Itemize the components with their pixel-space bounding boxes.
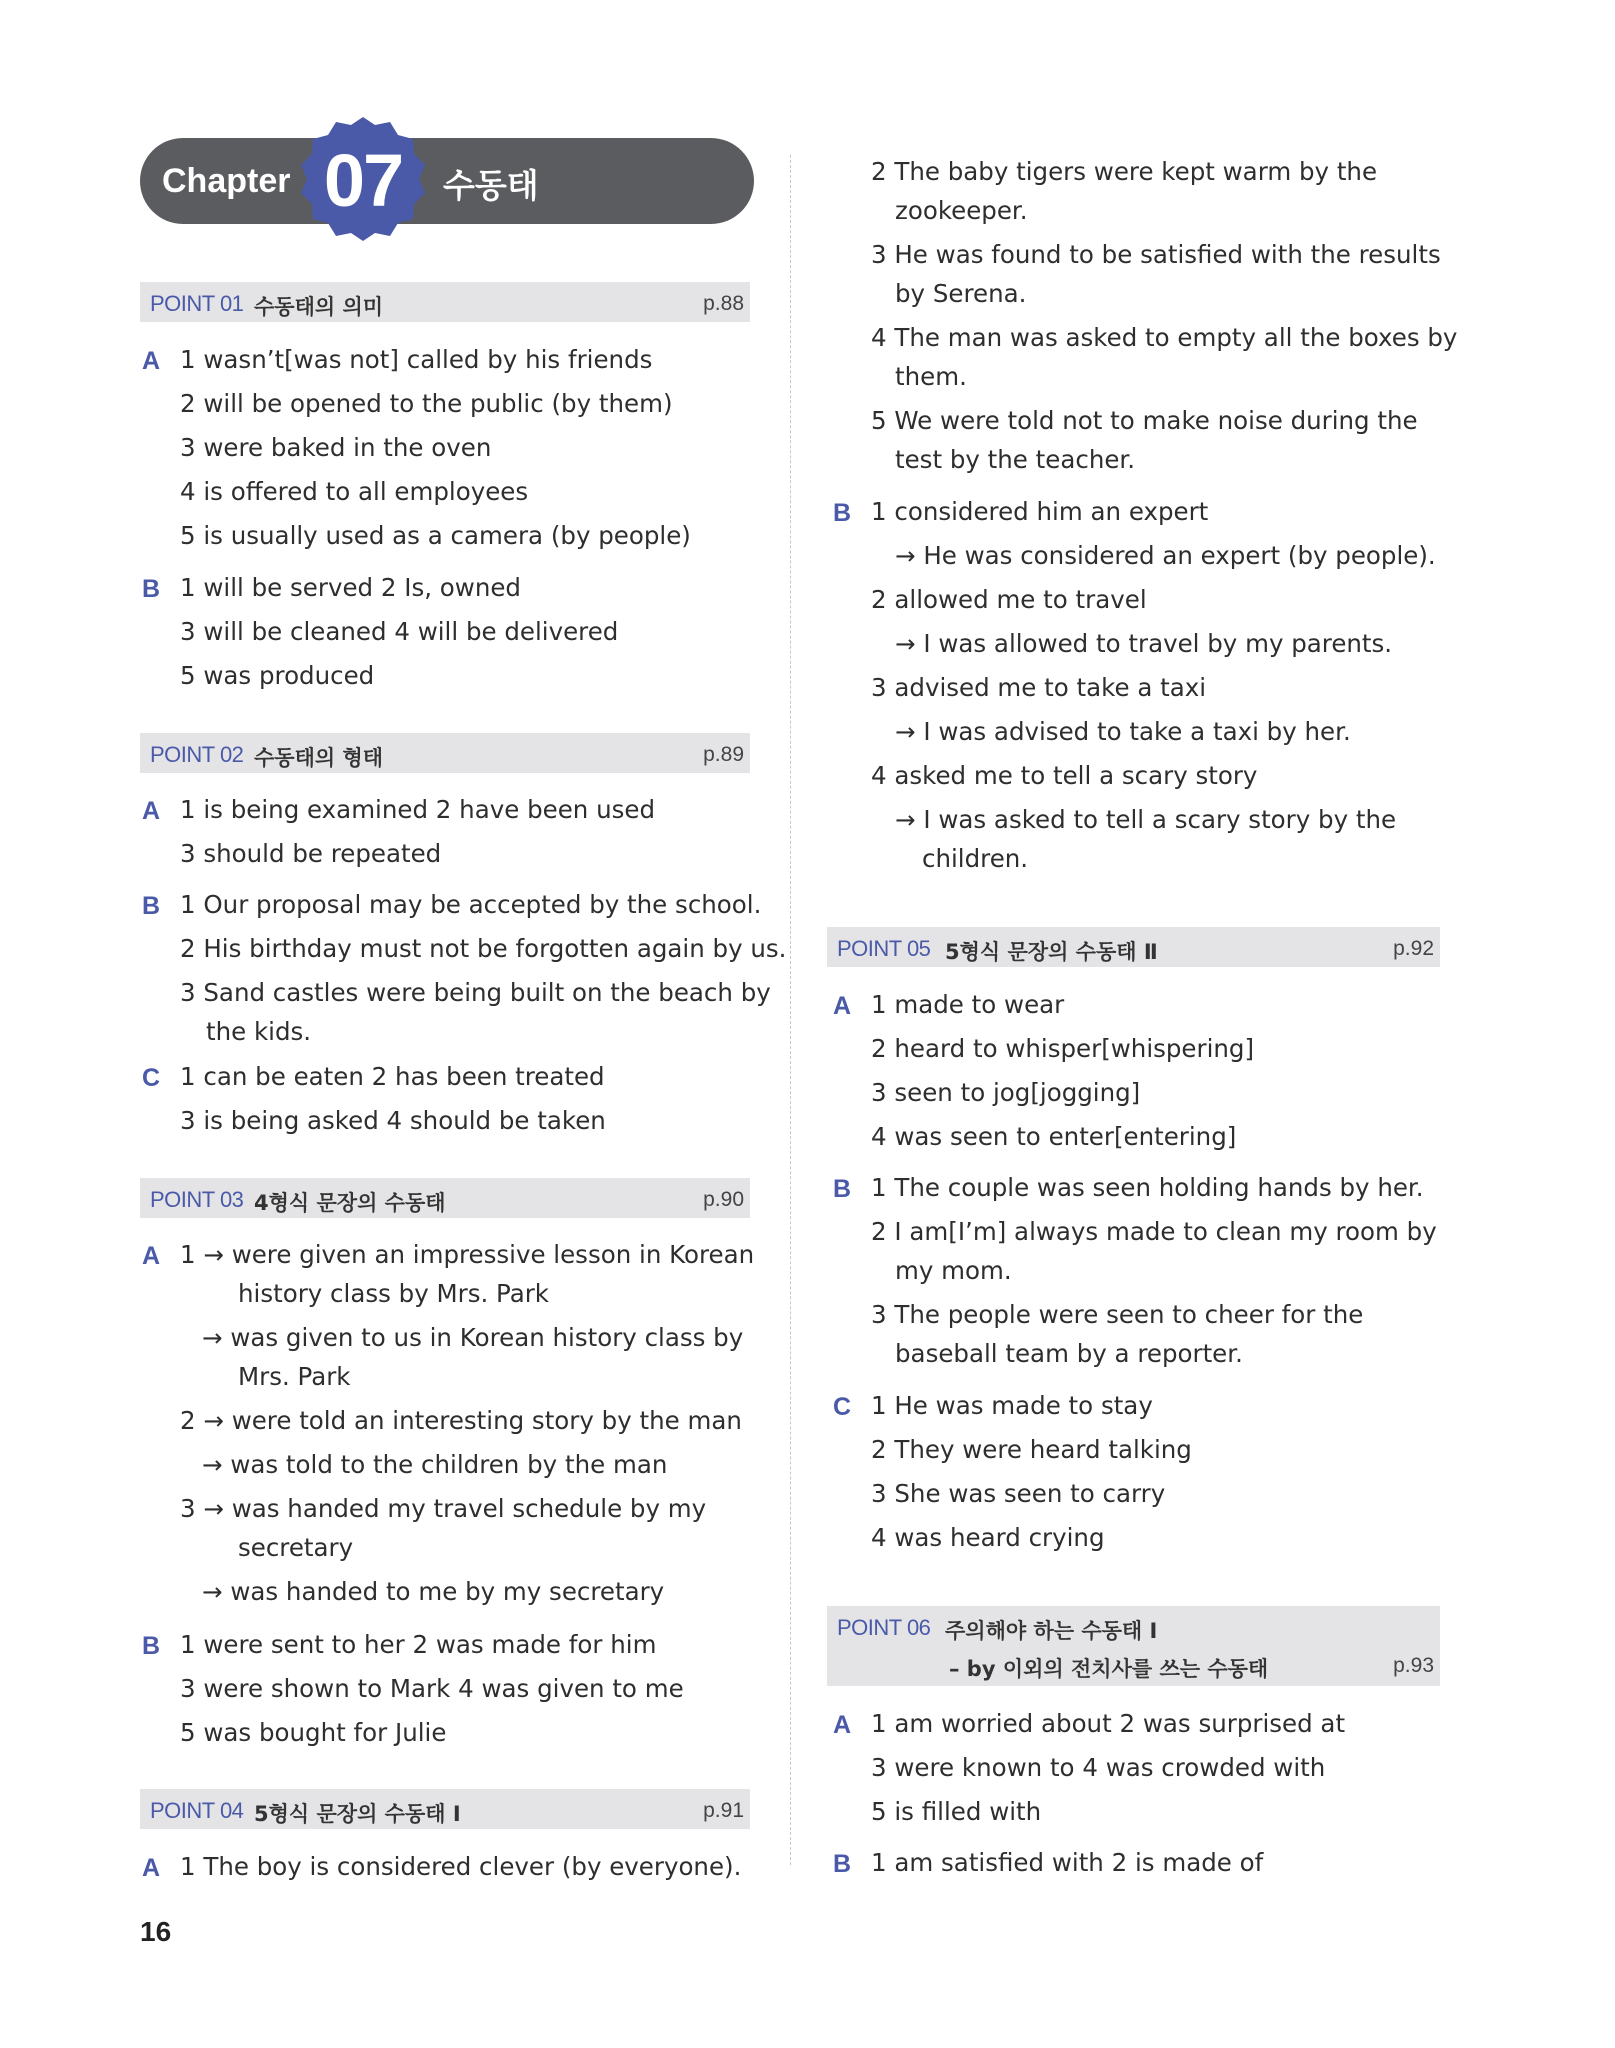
chapter-number: 07 xyxy=(323,139,403,222)
section-letter: C xyxy=(833,1393,852,1421)
answer-line: 2 heard to whisper[whispering] xyxy=(871,1034,1255,1063)
point-title: 수동태의 형태 xyxy=(254,746,384,770)
point-title: 주의해야 하는 수동태 Ⅰ xyxy=(945,1619,1158,1643)
answer-line: 3 were known to 4 was crowded with xyxy=(871,1753,1326,1782)
answer-line: 1 The couple was seen holding hands by her. xyxy=(871,1173,1424,1202)
point-02-header xyxy=(140,733,750,773)
answer-line: 5 We were told not to make noise during the xyxy=(871,406,1418,435)
section-letter: B xyxy=(833,1850,852,1878)
answer-line: 1 am worried about 2 was surprised at xyxy=(871,1709,1346,1738)
answer-line: the kids. xyxy=(206,1017,312,1046)
answer-line: 2 I am[I’m] always made to clean my room by xyxy=(871,1217,1437,1246)
answer-line: 3 were baked in the oven xyxy=(180,433,492,462)
answer-line: zookeeper. xyxy=(895,196,1028,225)
answer-line: 4 is offered to all employees xyxy=(180,477,529,506)
answer-line: Mrs. Park xyxy=(238,1362,351,1391)
section-letter: A xyxy=(833,992,852,1020)
section-letter: B xyxy=(142,1632,161,1660)
point-page: p.93 xyxy=(1393,1654,1434,1677)
answer-line: 2 allowed me to travel xyxy=(871,585,1147,614)
answer-line: 2 His birthday must not be forgotten again by us. xyxy=(180,934,787,963)
answer-line: 1 is being examined 2 have been used xyxy=(180,795,656,824)
section-letter: A xyxy=(142,797,161,825)
answer-line: history class by Mrs. Park xyxy=(238,1279,549,1308)
section-letter: C xyxy=(142,1064,161,1092)
answer-line: 1 will be served 2 Is, owned xyxy=(180,573,521,602)
answer-line: by Serena. xyxy=(895,279,1027,308)
page-number: 16 xyxy=(140,1916,172,1947)
answer-line: 3 She was seen to carry xyxy=(871,1479,1166,1508)
answer-line: 4 The man was asked to empty all the boxes by xyxy=(871,323,1458,352)
point-title: 5형식 문장의 수동태 Ⅱ xyxy=(945,940,1158,964)
answer-line: 3 The people were seen to cheer for the xyxy=(871,1300,1364,1329)
answer-line: 2 → were told an interesting story by the man xyxy=(180,1406,742,1435)
section-letter: A xyxy=(142,347,161,375)
answer-line: 3 → was handed my travel schedule by my xyxy=(180,1494,707,1523)
answer-line: → I was advised to take a taxi by her. xyxy=(895,717,1351,746)
section-letter: A xyxy=(142,1242,161,1270)
point-page: p.91 xyxy=(703,1799,744,1822)
answer-line: 2 They were heard talking xyxy=(871,1435,1192,1464)
answer-line: 1 → were given an impressive lesson in Korean xyxy=(180,1240,755,1269)
answer-line: 1 wasn’t[was not] called by his friends xyxy=(180,345,653,374)
answer-line: 3 is being asked 4 should be taken xyxy=(180,1106,606,1135)
answer-line: 3 will be cleaned 4 will be delivered xyxy=(180,617,619,646)
section-letter: B xyxy=(833,1175,852,1203)
answer-line: 2 will be opened to the public (by them) xyxy=(180,389,673,418)
answer-line: 1 were sent to her 2 was made for him xyxy=(180,1630,657,1659)
point-03-header xyxy=(140,1178,750,1218)
answer-line: → I was asked to tell a scary story by the xyxy=(895,805,1397,834)
answer-line: secretary xyxy=(238,1533,354,1562)
point-tag: POINT 04 xyxy=(150,1798,244,1823)
point-title: 5형식 문장의 수동태 Ⅰ xyxy=(254,1802,461,1826)
point-04-header xyxy=(140,1789,750,1829)
section-letter: A xyxy=(833,1711,852,1739)
point-tag: POINT 03 xyxy=(150,1187,244,1212)
answer-line: 1 Our proposal may be accepted by the school. xyxy=(180,890,762,919)
answer-line: 3 were shown to Mark 4 was given to me xyxy=(180,1674,684,1703)
section-letter: B xyxy=(142,892,161,920)
answer-line: → He was considered an expert (by people). xyxy=(895,541,1436,570)
answer-line: → I was allowed to travel by my parents. xyxy=(895,629,1393,658)
column-divider xyxy=(790,155,791,1865)
chapter-banner xyxy=(140,138,754,224)
point-page: p.89 xyxy=(703,743,744,766)
chapter-title: 수동태 xyxy=(443,166,539,205)
answer-line: baseball team by a reporter. xyxy=(895,1339,1243,1368)
point-tag: POINT 02 xyxy=(150,742,244,767)
answer-line: 1 The boy is considered clever (by everyone). xyxy=(180,1852,742,1881)
point-05-header xyxy=(827,927,1440,967)
answer-line: 3 should be repeated xyxy=(180,839,442,868)
point-page: p.90 xyxy=(703,1188,744,1211)
answer-line: 1 am satisfied with 2 is made of xyxy=(871,1848,1264,1877)
answer-line: 1 He was made to stay xyxy=(871,1391,1153,1420)
point-title: 수동태의 의미 xyxy=(254,295,384,319)
point-tag: POINT 01 xyxy=(150,291,244,316)
chapter-number-badge xyxy=(297,113,429,245)
answer-line: 3 Sand castles were being built on the beach by xyxy=(180,978,771,1007)
section-letter: A xyxy=(142,1854,161,1882)
chapter-label: Chapter xyxy=(162,162,291,200)
answer-line: 4 was seen to enter[entering] xyxy=(871,1122,1237,1151)
answer-line: them. xyxy=(895,362,967,391)
answer-line: 1 made to wear xyxy=(871,990,1065,1019)
answer-line: 5 is usually used as a camera (by people) xyxy=(180,521,691,550)
answer-line: 5 was produced xyxy=(180,661,375,690)
answer-line: 4 was heard crying xyxy=(871,1523,1105,1552)
answer-line: test by the teacher. xyxy=(895,445,1136,474)
point-01-header xyxy=(140,282,750,322)
point-tag: POINT 05 xyxy=(837,936,931,961)
point-title: 4형식 문장의 수동태 xyxy=(254,1191,446,1215)
answer-line: 4 asked me to tell a scary story xyxy=(871,761,1258,790)
answer-line: 1 can be eaten 2 has been treated xyxy=(180,1062,605,1091)
answer-line: 3 seen to jog[jogging] xyxy=(871,1078,1141,1107)
answer-line: 1 considered him an expert xyxy=(871,497,1209,526)
answer-line: 5 is filled with xyxy=(871,1797,1042,1826)
answer-line: 3 advised me to take a taxi xyxy=(871,673,1207,702)
point-tag: POINT 06 xyxy=(837,1615,931,1640)
point-page: p.92 xyxy=(1393,937,1434,960)
answer-line: → was handed to me by my secretary xyxy=(202,1577,665,1606)
answer-line: 5 was bought for Julie xyxy=(180,1718,447,1747)
section-letter: B xyxy=(833,499,852,527)
answer-line: children. xyxy=(922,844,1029,873)
answer-line: 3 He was found to be satisfied with the results xyxy=(871,240,1441,269)
answer-line: → was told to the children by the man xyxy=(202,1450,668,1479)
point-subtitle: – by 이외의 전치사를 쓰는 수동태 xyxy=(949,1657,1269,1681)
section-letter: B xyxy=(142,575,161,603)
point-06-header xyxy=(827,1606,1440,1686)
answer-line: 2 The baby tigers were kept warm by the xyxy=(871,157,1378,186)
answer-line: → was given to us in Korean history class by xyxy=(202,1323,744,1352)
point-page: p.88 xyxy=(703,292,744,315)
answer-line: my mom. xyxy=(895,1256,1012,1285)
